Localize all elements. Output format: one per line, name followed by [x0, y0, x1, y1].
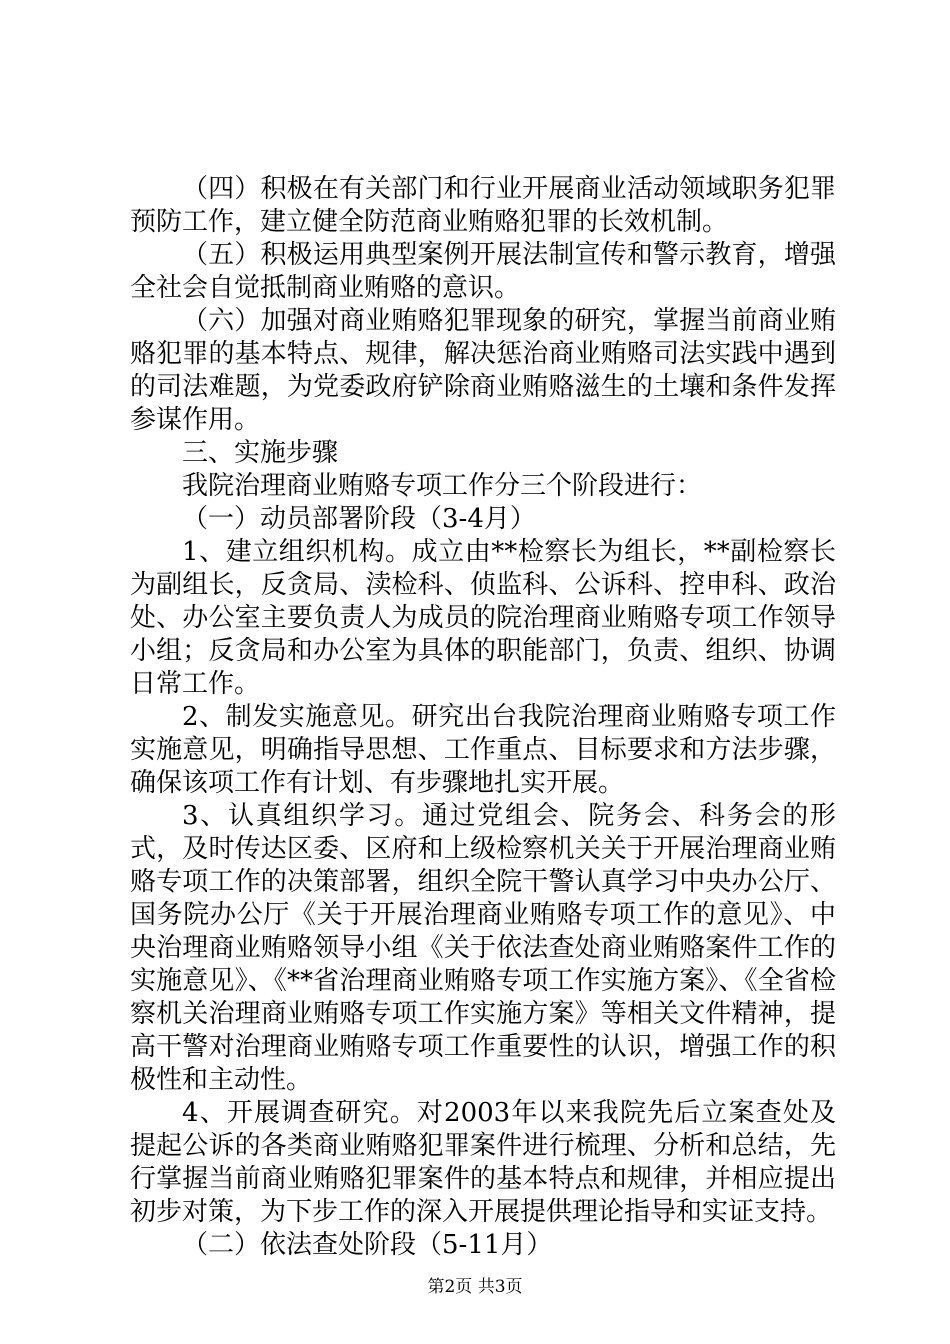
subheading-investigation-stage: （二）依法查处阶段（5-11月） [182, 1230, 553, 1260]
paragraph-research: （六）加强对商业贿赂犯罪现象的研究，掌握当前商业贿赂犯罪的基本特点、规律，解决惩治商业贿赂司法实践中遇到的司法难题，为党委政府铲除商业贿赂滋生的土壤和条件发挥参谋作用。 [130, 306, 836, 435]
paragraph-study: 3、认真组织学习。通过党组会、院务会、科务会的形式，及时传达区委、区府和上级检察机关关于开展治理商业贿赂专项工作的决策部署，组织全院干警认真学习中央办公厅、国务院办公厅《关于开展治理商业贿赂专项工作的意见》、中央治理商业贿赂领导小组《关于依法查处商业贿赂案件工作的实施意见》、《**省治理商业贿赂专项工作实施方案》、《全省检察机关治理商业贿赂专项工作实施方案》等相关文件精神，提高干警对治理商业贿赂专项工作重要性的认识，增强工作的积极性和主动性。 [130, 801, 836, 1095]
paragraph-investigation: 4、开展调查研究。对2003年以来我院先后立案查处及提起公诉的各类商业贿赂犯罪案件进行梳理、分析和总结，先行掌握当前商业贿赂犯罪案件的基本特点和规律，并相应提出初步对策，为下步工作的深入开展提供理论指导和实证支持。 [130, 1098, 836, 1227]
paragraph-organization: 1、建立组织机构。成立由**检察长为组长，**副检察长为副组长，反贪局、渎检科、侦监科、公诉科、控申科、政治处、办公室主要负责人为成员的院治理商业贿赂专项工作领导小组；反贪局和办公室为具体的职能部门，负责、组织、协调日常工作。 [130, 537, 836, 699]
paragraph-prevention-work: （四）积极在有关部门和行业开展商业活动领域职务犯罪预防工作，建立健全防范商业贿赂犯罪的长效机制。 [130, 174, 836, 237]
section-heading-implementation-steps: 三、实施步骤 [182, 438, 339, 468]
document-body [130, 173, 836, 1262]
paragraph-three-stages: 我院治理商业贿赂专项工作分三个阶段进行： [182, 471, 703, 501]
subheading-mobilization-stage: （一）动员部署阶段（3-4月） [182, 504, 536, 534]
page-footer: 第2页 共3页 [427, 1277, 523, 1297]
paragraph-legal-publicity: （五）积极运用典型案例开展法制宣传和警示教育，增强全社会自觉抵制商业贿赂的意识。 [130, 240, 836, 303]
paragraph-implementation-opinion: 2、制发实施意见。研究出台我院治理商业贿赂专项工作实施意见，明确指导思想、工作重点、目标要求和方法步骤，确保该项工作有计划、有步骤地扎实开展。 [130, 702, 836, 798]
